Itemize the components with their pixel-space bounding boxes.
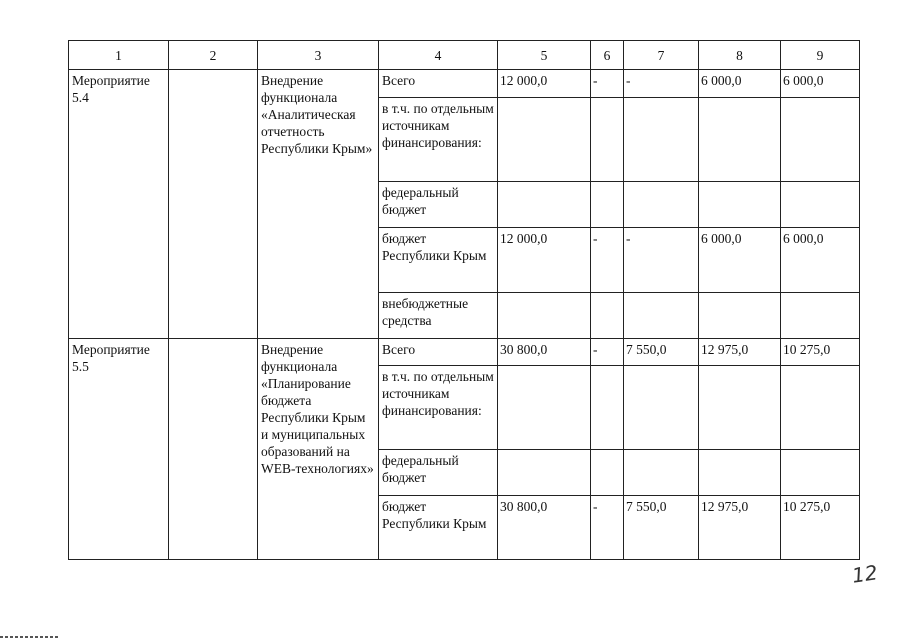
value-cell: 6 000,0 bbox=[699, 228, 781, 293]
value-cell: 30 800,0 bbox=[498, 496, 591, 560]
header-cell: 2 bbox=[169, 41, 258, 70]
handwritten-page-number: 12 bbox=[850, 560, 879, 588]
value-cell bbox=[699, 366, 781, 450]
value-cell: 30 800,0 bbox=[498, 339, 591, 366]
value-cell: 12 000,0 bbox=[498, 228, 591, 293]
value-cell: 7 550,0 bbox=[624, 496, 699, 560]
measure-description: Внедрение функционала «Планирование бюджета Республики Крым и муниципальных образований на WEB-технологиях» bbox=[258, 339, 379, 560]
value-cell: - bbox=[591, 228, 624, 293]
scan-artifact bbox=[0, 636, 60, 638]
value-cell: 12 975,0 bbox=[699, 496, 781, 560]
value-cell bbox=[624, 366, 699, 450]
table-row bbox=[69, 339, 860, 366]
header-cell: 9 bbox=[781, 41, 860, 70]
value-cell: - bbox=[591, 70, 624, 98]
header-cell: 7 bbox=[624, 41, 699, 70]
value-cell: - bbox=[624, 70, 699, 98]
row-label: бюджет Республики Крым bbox=[379, 228, 498, 293]
value-cell bbox=[624, 293, 699, 339]
value-cell bbox=[624, 98, 699, 182]
value-cell bbox=[624, 182, 699, 228]
value-cell: 6 000,0 bbox=[699, 70, 781, 98]
measure-col2 bbox=[169, 339, 258, 560]
value-cell: 6 000,0 bbox=[781, 70, 860, 98]
header-row bbox=[69, 41, 860, 70]
measure-description: Внедрение функционала «Аналитическая отчетность Республики Крым» bbox=[258, 70, 379, 339]
row-label: Всего bbox=[379, 70, 498, 98]
header-cell: 4 bbox=[379, 41, 498, 70]
value-cell bbox=[624, 450, 699, 496]
value-cell bbox=[591, 98, 624, 182]
value-cell bbox=[781, 293, 860, 339]
value-cell bbox=[591, 182, 624, 228]
value-cell: 7 550,0 bbox=[624, 339, 699, 366]
value-cell bbox=[699, 182, 781, 228]
measure-name: Мероприятие 5.5 bbox=[69, 339, 169, 560]
row-label: федеральный бюджет bbox=[379, 450, 498, 496]
value-cell: 10 275,0 bbox=[781, 496, 860, 560]
value-cell: 12 000,0 bbox=[498, 70, 591, 98]
value-cell bbox=[498, 98, 591, 182]
value-cell: - bbox=[624, 228, 699, 293]
row-label: федеральный бюджет bbox=[379, 182, 498, 228]
value-cell bbox=[498, 293, 591, 339]
row-label: в т.ч. по отдельным источникам финансирования: bbox=[379, 98, 498, 182]
value-cell: 10 275,0 bbox=[781, 339, 860, 366]
funding-table bbox=[68, 40, 860, 560]
value-cell bbox=[498, 366, 591, 450]
value-cell bbox=[699, 293, 781, 339]
value-cell bbox=[699, 98, 781, 182]
value-cell bbox=[781, 366, 860, 450]
value-cell: 12 975,0 bbox=[699, 339, 781, 366]
row-label: внебюджетные средства bbox=[379, 293, 498, 339]
header-cell: 8 bbox=[699, 41, 781, 70]
value-cell bbox=[781, 98, 860, 182]
value-cell bbox=[781, 182, 860, 228]
value-cell bbox=[699, 450, 781, 496]
value-cell bbox=[591, 366, 624, 450]
value-cell bbox=[498, 182, 591, 228]
table-row bbox=[69, 70, 860, 98]
header-cell: 5 bbox=[498, 41, 591, 70]
value-cell: - bbox=[591, 339, 624, 366]
measure-col2 bbox=[169, 70, 258, 339]
value-cell bbox=[591, 293, 624, 339]
value-cell bbox=[498, 450, 591, 496]
value-cell: - bbox=[591, 496, 624, 560]
row-label: Всего bbox=[379, 339, 498, 366]
value-cell bbox=[781, 450, 860, 496]
value-cell: 6 000,0 bbox=[781, 228, 860, 293]
measure-name: Мероприятие 5.4 bbox=[69, 70, 169, 339]
header-cell: 6 bbox=[591, 41, 624, 70]
header-cell: 3 bbox=[258, 41, 379, 70]
row-label: бюджет Республики Крым bbox=[379, 496, 498, 560]
value-cell bbox=[591, 450, 624, 496]
header-cell: 1 bbox=[69, 41, 169, 70]
row-label: в т.ч. по отдельным источникам финансирования: bbox=[379, 366, 498, 450]
